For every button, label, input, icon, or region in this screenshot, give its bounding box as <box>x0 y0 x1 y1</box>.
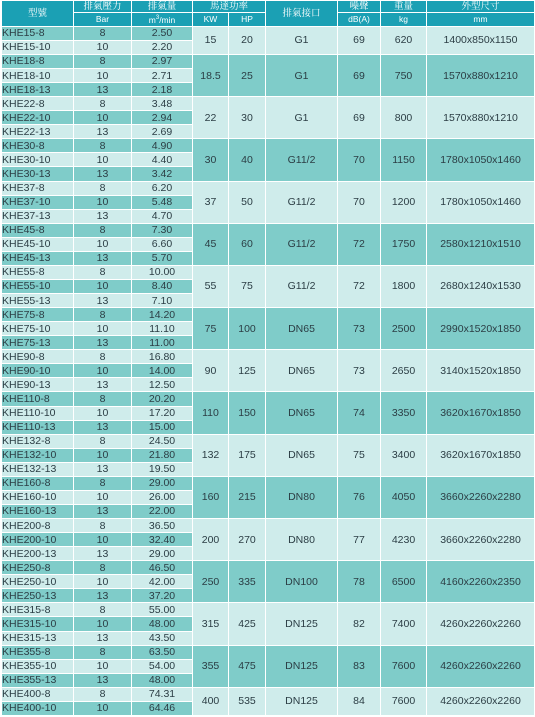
model-cell: KHE200-8 <box>2 519 74 533</box>
pressure-cell: 13 <box>74 504 132 518</box>
noise-cell: 69 <box>338 26 381 54</box>
spec-table <box>1 0 535 716</box>
flow-cell: 2.69 <box>132 125 193 139</box>
table-header <box>2 1 535 27</box>
pressure-cell: 8 <box>74 561 132 575</box>
pressure-cell: 8 <box>74 97 132 111</box>
pressure-cell: 8 <box>74 350 132 364</box>
outlet-cell: G11/2 <box>266 265 338 307</box>
pressure-cell: 13 <box>74 83 132 97</box>
power-hp-cell: 475 <box>229 645 266 687</box>
power-kw-cell: 15 <box>193 26 229 54</box>
power-kw-cell: 132 <box>193 434 229 476</box>
power-kw-cell: 90 <box>193 350 229 392</box>
flow-cell: 74.31 <box>132 687 193 701</box>
power-kw-cell: 160 <box>193 476 229 518</box>
dims-cell: 1780x1050x1460 <box>427 139 535 181</box>
power-hp-cell: 20 <box>229 26 266 54</box>
model-cell: KHE22-13 <box>2 125 74 139</box>
header-outlet: 排氣接口 <box>266 1 338 27</box>
outlet-cell: G11/2 <box>266 181 338 223</box>
pressure-cell: 10 <box>74 237 132 251</box>
power-kw-cell: 22 <box>193 97 229 139</box>
header-noise-unit: dB(A) <box>338 13 381 27</box>
pressure-cell: 10 <box>74 659 132 673</box>
model-cell: KHE90-8 <box>2 350 74 364</box>
noise-cell: 76 <box>338 476 381 518</box>
flow-cell: 2.94 <box>132 111 193 125</box>
noise-cell: 70 <box>338 181 381 223</box>
power-hp-cell: 30 <box>229 97 266 139</box>
flow-cell: 12.50 <box>132 378 193 392</box>
header-power-kw: KW <box>193 13 229 27</box>
power-hp-cell: 75 <box>229 265 266 307</box>
power-hp-cell: 535 <box>229 687 266 715</box>
pressure-cell: 13 <box>74 251 132 265</box>
table-row <box>2 181 535 195</box>
model-cell: KHE22-10 <box>2 111 74 125</box>
model-cell: KHE90-13 <box>2 378 74 392</box>
outlet-cell: DN125 <box>266 645 338 687</box>
power-hp-cell: 60 <box>229 223 266 265</box>
power-kw-cell: 55 <box>193 265 229 307</box>
flow-unit-per: /min <box>159 14 176 25</box>
model-cell: KHE37-8 <box>2 181 74 195</box>
model-cell: KHE22-8 <box>2 97 74 111</box>
noise-cell: 72 <box>338 223 381 265</box>
dims-cell: 2990x1520x1850 <box>427 308 535 350</box>
dims-cell: 3140x1520x1850 <box>427 350 535 392</box>
dims-cell: 1570x880x1210 <box>427 97 535 139</box>
pressure-cell: 10 <box>74 195 132 209</box>
power-kw-cell: 37 <box>193 181 229 223</box>
dims-cell: 4260x2260x2260 <box>427 603 535 645</box>
dims-cell: 2680x1240x1530 <box>427 265 535 307</box>
flow-cell: 46.50 <box>132 561 193 575</box>
pressure-cell: 10 <box>74 617 132 631</box>
power-hp-cell: 425 <box>229 603 266 645</box>
flow-unit-base: m <box>148 14 156 25</box>
model-cell: KHE160-10 <box>2 490 74 504</box>
noise-cell: 69 <box>338 97 381 139</box>
pressure-cell: 10 <box>74 406 132 420</box>
dims-cell: 1400x850x1150 <box>427 26 535 54</box>
pressure-cell: 13 <box>74 420 132 434</box>
flow-cell: 5.48 <box>132 195 193 209</box>
outlet-cell: G11/2 <box>266 223 338 265</box>
pressure-cell: 8 <box>74 687 132 701</box>
power-kw-cell: 200 <box>193 519 229 561</box>
table-row <box>2 519 535 533</box>
flow-cell: 2.50 <box>132 26 193 40</box>
weight-cell: 1150 <box>381 139 427 181</box>
flow-cell: 2.97 <box>132 54 193 68</box>
outlet-cell: DN80 <box>266 519 338 561</box>
pressure-cell: 8 <box>74 181 132 195</box>
table-row <box>2 392 535 406</box>
weight-cell: 750 <box>381 54 427 96</box>
table-row <box>2 603 535 617</box>
header-weight: 重量 <box>381 1 427 13</box>
pressure-cell: 10 <box>74 575 132 589</box>
table-row <box>2 561 535 575</box>
weight-cell: 3350 <box>381 392 427 434</box>
dims-cell: 4260x2260x2260 <box>427 645 535 687</box>
model-cell: KHE250-10 <box>2 575 74 589</box>
table-row <box>2 97 535 111</box>
pressure-cell: 8 <box>74 139 132 153</box>
noise-cell: 72 <box>338 265 381 307</box>
weight-cell: 620 <box>381 26 427 54</box>
power-hp-cell: 100 <box>229 308 266 350</box>
noise-cell: 70 <box>338 139 381 181</box>
flow-cell: 15.00 <box>132 420 193 434</box>
flow-cell: 63.50 <box>132 645 193 659</box>
model-cell: KHE315-10 <box>2 617 74 631</box>
weight-cell: 1200 <box>381 181 427 223</box>
noise-cell: 78 <box>338 561 381 603</box>
flow-cell: 54.00 <box>132 659 193 673</box>
outlet-cell: DN65 <box>266 350 338 392</box>
table-row <box>2 223 535 237</box>
pressure-cell: 13 <box>74 209 132 223</box>
dims-cell: 4260x2260x2260 <box>427 687 535 715</box>
pressure-cell: 8 <box>74 434 132 448</box>
pressure-cell: 13 <box>74 125 132 139</box>
dims-cell: 3620x1670x1850 <box>427 434 535 476</box>
header-flow: 排氣量 <box>132 1 193 13</box>
flow-cell: 36.50 <box>132 519 193 533</box>
weight-cell: 7600 <box>381 645 427 687</box>
model-cell: KHE18-13 <box>2 83 74 97</box>
flow-cell: 29.00 <box>132 547 193 561</box>
weight-cell: 4050 <box>381 476 427 518</box>
pressure-cell: 10 <box>74 701 132 715</box>
model-cell: KHE75-10 <box>2 322 74 336</box>
outlet-cell: G1 <box>266 54 338 96</box>
flow-cell: 26.00 <box>132 490 193 504</box>
power-hp-cell: 125 <box>229 350 266 392</box>
flow-cell: 14.20 <box>132 308 193 322</box>
model-cell: KHE18-8 <box>2 54 74 68</box>
noise-cell: 83 <box>338 645 381 687</box>
model-cell: KHE55-8 <box>2 265 74 279</box>
power-kw-cell: 400 <box>193 687 229 715</box>
table-row <box>2 139 535 153</box>
pressure-cell: 8 <box>74 603 132 617</box>
model-cell: KHE400-10 <box>2 701 74 715</box>
pressure-cell: 13 <box>74 631 132 645</box>
header-weight-unit: kg <box>381 13 427 27</box>
pressure-cell: 13 <box>74 673 132 687</box>
pressure-cell: 8 <box>74 392 132 406</box>
model-cell: KHE110-8 <box>2 392 74 406</box>
noise-cell: 84 <box>338 687 381 715</box>
power-kw-cell: 250 <box>193 561 229 603</box>
noise-cell: 82 <box>338 603 381 645</box>
power-kw-cell: 315 <box>193 603 229 645</box>
flow-cell: 32.40 <box>132 533 193 547</box>
pressure-cell: 8 <box>74 476 132 490</box>
model-cell: KHE200-13 <box>2 547 74 561</box>
flow-cell: 17.20 <box>132 406 193 420</box>
power-kw-cell: 45 <box>193 223 229 265</box>
model-cell: KHE75-13 <box>2 336 74 350</box>
power-kw-cell: 355 <box>193 645 229 687</box>
pressure-cell: 8 <box>74 223 132 237</box>
noise-cell: 77 <box>338 519 381 561</box>
outlet-cell: DN80 <box>266 476 338 518</box>
model-cell: KHE355-13 <box>2 673 74 687</box>
dims-cell: 4160x2260x2350 <box>427 561 535 603</box>
flow-cell: 19.50 <box>132 462 193 476</box>
pressure-cell: 8 <box>74 645 132 659</box>
flow-cell: 6.60 <box>132 237 193 251</box>
pressure-cell: 8 <box>74 308 132 322</box>
outlet-cell: DN125 <box>266 603 338 645</box>
pressure-cell: 10 <box>74 322 132 336</box>
table-row <box>2 308 535 322</box>
header-noise: 噪聲 <box>338 1 381 13</box>
pressure-cell: 13 <box>74 547 132 561</box>
flow-cell: 4.40 <box>132 153 193 167</box>
flow-cell: 43.50 <box>132 631 193 645</box>
power-kw-cell: 110 <box>193 392 229 434</box>
model-cell: KHE30-10 <box>2 153 74 167</box>
pressure-cell: 13 <box>74 589 132 603</box>
flow-cell: 21.80 <box>132 448 193 462</box>
header-model: 型號 <box>2 1 74 27</box>
flow-cell: 2.18 <box>132 83 193 97</box>
model-cell: KHE15-10 <box>2 40 74 54</box>
power-hp-cell: 215 <box>229 476 266 518</box>
weight-cell: 3400 <box>381 434 427 476</box>
table-row <box>2 54 535 68</box>
model-cell: KHE110-13 <box>2 420 74 434</box>
model-cell: KHE15-8 <box>2 26 74 40</box>
model-cell: KHE200-10 <box>2 533 74 547</box>
header-dims: 外型尺寸 <box>427 1 535 13</box>
outlet-cell: DN100 <box>266 561 338 603</box>
model-cell: KHE30-8 <box>2 139 74 153</box>
pressure-cell: 13 <box>74 167 132 181</box>
model-cell: KHE355-8 <box>2 645 74 659</box>
noise-cell: 75 <box>338 434 381 476</box>
model-cell: KHE55-10 <box>2 279 74 293</box>
pressure-cell: 8 <box>74 265 132 279</box>
weight-cell: 4230 <box>381 519 427 561</box>
flow-cell: 7.10 <box>132 294 193 308</box>
power-kw-cell: 75 <box>193 308 229 350</box>
power-hp-cell: 175 <box>229 434 266 476</box>
table-row <box>2 434 535 448</box>
flow-cell: 2.71 <box>132 69 193 83</box>
pressure-cell: 8 <box>74 54 132 68</box>
noise-cell: 69 <box>338 54 381 96</box>
flow-cell: 42.00 <box>132 575 193 589</box>
pressure-cell: 10 <box>74 279 132 293</box>
flow-cell: 3.42 <box>132 167 193 181</box>
weight-cell: 7600 <box>381 687 427 715</box>
power-hp-cell: 40 <box>229 139 266 181</box>
model-cell: KHE45-13 <box>2 251 74 265</box>
model-cell: KHE250-8 <box>2 561 74 575</box>
model-cell: KHE132-13 <box>2 462 74 476</box>
model-cell: KHE132-8 <box>2 434 74 448</box>
model-cell: KHE18-10 <box>2 69 74 83</box>
model-cell: KHE355-10 <box>2 659 74 673</box>
flow-cell: 64.46 <box>132 701 193 715</box>
dims-cell: 1570x880x1210 <box>427 54 535 96</box>
weight-cell: 2650 <box>381 350 427 392</box>
model-cell: KHE30-13 <box>2 167 74 181</box>
flow-cell: 8.40 <box>132 279 193 293</box>
model-cell: KHE45-8 <box>2 223 74 237</box>
model-cell: KHE315-8 <box>2 603 74 617</box>
pressure-cell: 13 <box>74 462 132 476</box>
flow-cell: 4.90 <box>132 139 193 153</box>
outlet-cell: DN65 <box>266 392 338 434</box>
weight-cell: 800 <box>381 97 427 139</box>
pressure-cell: 10 <box>74 533 132 547</box>
header-power-hp: HP <box>229 13 266 27</box>
weight-cell: 1750 <box>381 223 427 265</box>
pressure-cell: 10 <box>74 364 132 378</box>
header-dims-unit: mm <box>427 13 535 27</box>
flow-cell: 55.00 <box>132 603 193 617</box>
table-row <box>2 265 535 279</box>
noise-cell: 73 <box>338 308 381 350</box>
pressure-cell: 10 <box>74 69 132 83</box>
flow-unit-exponent: 3 <box>155 15 160 21</box>
flow-cell: 11.10 <box>132 322 193 336</box>
model-cell: KHE315-13 <box>2 631 74 645</box>
flow-cell: 22.00 <box>132 504 193 518</box>
pressure-cell: 8 <box>74 519 132 533</box>
model-cell: KHE45-10 <box>2 237 74 251</box>
flow-cell: 24.50 <box>132 434 193 448</box>
table-body <box>2 26 535 715</box>
flow-cell: 20.20 <box>132 392 193 406</box>
flow-cell: 14.00 <box>132 364 193 378</box>
outlet-cell: DN65 <box>266 308 338 350</box>
power-kw-cell: 30 <box>193 139 229 181</box>
table-row <box>2 26 535 40</box>
model-cell: KHE160-8 <box>2 476 74 490</box>
model-cell: KHE37-13 <box>2 209 74 223</box>
outlet-cell: G11/2 <box>266 139 338 181</box>
model-cell: KHE75-8 <box>2 308 74 322</box>
flow-cell: 2.20 <box>132 40 193 54</box>
dims-cell: 3620x1670x1850 <box>427 392 535 434</box>
flow-cell: 29.00 <box>132 476 193 490</box>
power-kw-cell: 18.5 <box>193 54 229 96</box>
dims-cell: 2580x1210x1510 <box>427 223 535 265</box>
dims-cell: 1780x1050x1460 <box>427 181 535 223</box>
table-row <box>2 687 535 701</box>
dims-cell: 3660x2260x2280 <box>427 476 535 518</box>
flow-cell: 4.70 <box>132 209 193 223</box>
pressure-cell: 10 <box>74 111 132 125</box>
pressure-cell: 8 <box>74 26 132 40</box>
pressure-cell: 10 <box>74 448 132 462</box>
power-hp-cell: 270 <box>229 519 266 561</box>
model-cell: KHE90-10 <box>2 364 74 378</box>
noise-cell: 74 <box>338 392 381 434</box>
flow-cell: 48.00 <box>132 673 193 687</box>
header-pressure: 排氣壓力 <box>74 1 132 13</box>
model-cell: KHE55-13 <box>2 294 74 308</box>
power-hp-cell: 150 <box>229 392 266 434</box>
pressure-cell: 10 <box>74 490 132 504</box>
model-cell: KHE37-10 <box>2 195 74 209</box>
flow-cell: 48.00 <box>132 617 193 631</box>
pressure-cell: 13 <box>74 294 132 308</box>
model-cell: KHE400-8 <box>2 687 74 701</box>
flow-cell: 10.00 <box>132 265 193 279</box>
weight-cell: 2500 <box>381 308 427 350</box>
weight-cell: 1800 <box>381 265 427 307</box>
outlet-cell: G1 <box>266 26 338 54</box>
flow-cell: 16.80 <box>132 350 193 364</box>
flow-cell: 7.30 <box>132 223 193 237</box>
model-cell: KHE132-10 <box>2 448 74 462</box>
weight-cell: 6500 <box>381 561 427 603</box>
flow-cell: 37.20 <box>132 589 193 603</box>
flow-cell: 6.20 <box>132 181 193 195</box>
table-row <box>2 476 535 490</box>
outlet-cell: DN125 <box>266 687 338 715</box>
pressure-cell: 13 <box>74 378 132 392</box>
header-pressure-unit: Bar <box>74 13 132 27</box>
model-cell: KHE110-10 <box>2 406 74 420</box>
table-row <box>2 645 535 659</box>
model-cell: KHE250-13 <box>2 589 74 603</box>
pressure-cell: 10 <box>74 153 132 167</box>
outlet-cell: G1 <box>266 97 338 139</box>
model-cell: KHE160-13 <box>2 504 74 518</box>
noise-cell: 73 <box>338 350 381 392</box>
power-hp-cell: 50 <box>229 181 266 223</box>
power-hp-cell: 335 <box>229 561 266 603</box>
header-flow-unit <box>132 13 193 27</box>
pressure-cell: 13 <box>74 336 132 350</box>
header-power: 馬達功率 <box>193 1 266 13</box>
dims-cell: 3660x2260x2280 <box>427 519 535 561</box>
flow-cell: 3.48 <box>132 97 193 111</box>
flow-cell: 5.70 <box>132 251 193 265</box>
pressure-cell: 10 <box>74 40 132 54</box>
power-hp-cell: 25 <box>229 54 266 96</box>
outlet-cell: DN65 <box>266 434 338 476</box>
table-row <box>2 350 535 364</box>
flow-cell: 11.00 <box>132 336 193 350</box>
weight-cell: 7400 <box>381 603 427 645</box>
